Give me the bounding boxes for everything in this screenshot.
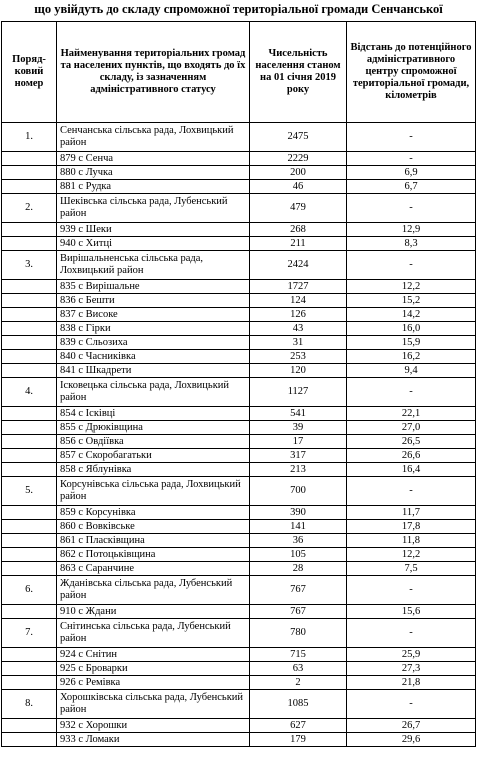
row-distance-cell: - — [347, 152, 476, 166]
row-population-cell: 39 — [250, 421, 347, 435]
row-name-cell: Ісковецька сільська рада, Лохвицький район — [57, 378, 250, 407]
row-name-cell: 858 с Яблунівка — [57, 463, 250, 477]
row-distance-cell: 16,0 — [347, 322, 476, 336]
row-name-cell: Жданівська сільська рада, Лубенський район — [57, 576, 250, 605]
row-name-cell: Корсунівська сільська рада, Лохвицький район — [57, 477, 250, 506]
row-name-cell: 939 с Шеки — [57, 223, 250, 237]
row-population-cell: 46 — [250, 180, 347, 194]
row-number-cell — [2, 407, 57, 421]
row-distance-cell: 12,9 — [347, 223, 476, 237]
row-name-cell: Хорошківська сільська рада, Лубенський район — [57, 690, 250, 719]
row-population-cell: 179 — [250, 733, 347, 747]
row-distance-cell: 15,9 — [347, 336, 476, 350]
table-row — [2, 194, 476, 223]
row-distance-cell: 21,8 — [347, 676, 476, 690]
row-distance-cell: 26,5 — [347, 435, 476, 449]
row-name-cell: 926 с Ремівка — [57, 676, 250, 690]
header-distance: Відстань до потенційного адміністративного центру спроможної територіальної громади, кілометрів — [347, 22, 476, 123]
row-number-cell — [2, 364, 57, 378]
row-number-cell — [2, 223, 57, 237]
row-distance-cell: - — [347, 576, 476, 605]
row-number-cell: 1. — [2, 123, 57, 152]
table-row — [2, 407, 476, 421]
row-population-cell: 780 — [250, 619, 347, 648]
row-distance-cell: 29,6 — [347, 733, 476, 747]
row-population-cell: 2229 — [250, 152, 347, 166]
row-population-cell: 1085 — [250, 690, 347, 719]
row-population-cell: 200 — [250, 166, 347, 180]
row-population-cell: 715 — [250, 648, 347, 662]
row-distance-cell: 7,5 — [347, 562, 476, 576]
row-population-cell: 36 — [250, 534, 347, 548]
table-row — [2, 449, 476, 463]
table-row — [2, 166, 476, 180]
row-name-cell: 841 с Шкадрети — [57, 364, 250, 378]
row-name-cell: 933 с Ломаки — [57, 733, 250, 747]
row-name-cell: 924 с Снітин — [57, 648, 250, 662]
table-row — [2, 562, 476, 576]
row-number-cell — [2, 676, 57, 690]
row-name-cell: 879 с Сенча — [57, 152, 250, 166]
row-name-cell: 862 с Потоцьківщина — [57, 548, 250, 562]
row-number-cell — [2, 421, 57, 435]
row-population-cell: 317 — [250, 449, 347, 463]
row-number-cell — [2, 520, 57, 534]
row-population-cell: 479 — [250, 194, 347, 223]
row-number-cell: 5. — [2, 477, 57, 506]
row-number-cell — [2, 548, 57, 562]
row-number-cell — [2, 280, 57, 294]
table-row — [2, 378, 476, 407]
table-row — [2, 336, 476, 350]
row-number-cell — [2, 435, 57, 449]
header-population: Чисельність населення станом на 01 січня 2019 року — [250, 22, 347, 123]
row-number-cell — [2, 449, 57, 463]
table-row — [2, 308, 476, 322]
table-row — [2, 223, 476, 237]
row-number-cell — [2, 237, 57, 251]
row-population-cell: 767 — [250, 576, 347, 605]
table-row — [2, 719, 476, 733]
row-population-cell: 213 — [250, 463, 347, 477]
table-row — [2, 152, 476, 166]
table-row — [2, 322, 476, 336]
row-number-cell — [2, 506, 57, 520]
row-distance-cell: 15,2 — [347, 294, 476, 308]
row-population-cell: 31 — [250, 336, 347, 350]
row-distance-cell: - — [347, 619, 476, 648]
row-distance-cell: - — [347, 123, 476, 152]
row-name-cell: 940 с Хитці — [57, 237, 250, 251]
row-number-cell: 2. — [2, 194, 57, 223]
row-number-cell — [2, 294, 57, 308]
row-distance-cell: 26,6 — [347, 449, 476, 463]
table-row — [2, 280, 476, 294]
row-number-cell — [2, 719, 57, 733]
row-number-cell: 8. — [2, 690, 57, 719]
table-row — [2, 548, 476, 562]
row-distance-cell: 11,8 — [347, 534, 476, 548]
row-name-cell: 854 с Ісківці — [57, 407, 250, 421]
table-row — [2, 662, 476, 676]
row-distance-cell: - — [347, 194, 476, 223]
row-number-cell — [2, 350, 57, 364]
table-row — [2, 237, 476, 251]
row-number-cell: 4. — [2, 378, 57, 407]
row-population-cell: 390 — [250, 506, 347, 520]
table-row — [2, 690, 476, 719]
table-row — [2, 435, 476, 449]
table-row — [2, 123, 476, 152]
table-row — [2, 520, 476, 534]
row-population-cell: 141 — [250, 520, 347, 534]
row-distance-cell: - — [347, 378, 476, 407]
row-distance-cell: 16,4 — [347, 463, 476, 477]
row-name-cell: 835 с Вирішальне — [57, 280, 250, 294]
table-row — [2, 506, 476, 520]
row-name-cell: 925 с Броварки — [57, 662, 250, 676]
row-name-cell: Шеківська сільська рада, Лубенський район — [57, 194, 250, 223]
row-name-cell: 860 с Вовківське — [57, 520, 250, 534]
row-name-cell: 932 с Хорошки — [57, 719, 250, 733]
table-body — [2, 123, 476, 747]
row-name-cell: 838 с Гірки — [57, 322, 250, 336]
table-row — [2, 534, 476, 548]
row-number-cell — [2, 662, 57, 676]
row-name-cell: 857 с Скоробагатьки — [57, 449, 250, 463]
row-name-cell: 855 с Дрюківщина — [57, 421, 250, 435]
row-number-cell: 6. — [2, 576, 57, 605]
row-number-cell — [2, 322, 57, 336]
row-distance-cell: 16,2 — [347, 350, 476, 364]
table-header-row — [2, 22, 476, 123]
row-population-cell: 43 — [250, 322, 347, 336]
row-population-cell: 63 — [250, 662, 347, 676]
row-distance-cell: 22,1 — [347, 407, 476, 421]
row-number-cell — [2, 152, 57, 166]
row-population-cell: 126 — [250, 308, 347, 322]
header-number: Поряд-ковий номер — [2, 22, 57, 123]
table-row — [2, 733, 476, 747]
document-title: що увійдуть до складу спроможної територіальної громади Сенчанської — [34, 2, 443, 16]
row-distance-cell: 17,8 — [347, 520, 476, 534]
row-population-cell: 2 — [250, 676, 347, 690]
row-distance-cell: 12,2 — [347, 280, 476, 294]
row-population-cell: 2424 — [250, 251, 347, 280]
row-population-cell: 28 — [250, 562, 347, 576]
row-name-cell: 840 с Часниківка — [57, 350, 250, 364]
row-population-cell: 767 — [250, 605, 347, 619]
row-distance-cell: 11,7 — [347, 506, 476, 520]
row-distance-cell: 26,7 — [347, 719, 476, 733]
row-name-cell: 837 с Високе — [57, 308, 250, 322]
row-number-cell: 7. — [2, 619, 57, 648]
table-row — [2, 421, 476, 435]
row-number-cell — [2, 733, 57, 747]
row-distance-cell: - — [347, 690, 476, 719]
row-distance-cell: 27,3 — [347, 662, 476, 676]
row-name-cell: 861 с Пласківщина — [57, 534, 250, 548]
row-number-cell — [2, 605, 57, 619]
row-distance-cell: 27,0 — [347, 421, 476, 435]
table-row — [2, 619, 476, 648]
table-row — [2, 180, 476, 194]
row-number-cell — [2, 463, 57, 477]
settlements-table — [1, 21, 476, 747]
row-number-cell — [2, 166, 57, 180]
row-distance-cell: 14,2 — [347, 308, 476, 322]
row-population-cell: 1727 — [250, 280, 347, 294]
row-distance-cell: 15,6 — [347, 605, 476, 619]
row-name-cell: 910 с Ждани — [57, 605, 250, 619]
row-population-cell: 627 — [250, 719, 347, 733]
row-population-cell: 268 — [250, 223, 347, 237]
row-distance-cell: 8,3 — [347, 237, 476, 251]
row-number-cell — [2, 534, 57, 548]
row-distance-cell: 25,9 — [347, 648, 476, 662]
row-name-cell: Снітинська сільська рада, Лубенський район — [57, 619, 250, 648]
row-distance-cell: 6,7 — [347, 180, 476, 194]
row-population-cell: 17 — [250, 435, 347, 449]
row-population-cell: 124 — [250, 294, 347, 308]
table-row — [2, 605, 476, 619]
row-name-cell: 856 с Овдіївка — [57, 435, 250, 449]
row-number-cell — [2, 308, 57, 322]
table-row — [2, 648, 476, 662]
row-distance-cell: - — [347, 251, 476, 280]
row-distance-cell: 9,4 — [347, 364, 476, 378]
row-population-cell: 700 — [250, 477, 347, 506]
table-row — [2, 576, 476, 605]
row-number-cell — [2, 336, 57, 350]
row-number-cell: 3. — [2, 251, 57, 280]
row-name-cell: 881 с Рудка — [57, 180, 250, 194]
row-population-cell: 253 — [250, 350, 347, 364]
header-name: Найменування територіальних громад та населених пунктів, що входять до їх складу, із зазначенням адміністративного статусу — [57, 22, 250, 123]
row-name-cell: 880 с Лучка — [57, 166, 250, 180]
row-name-cell: 836 с Бешти — [57, 294, 250, 308]
row-population-cell: 120 — [250, 364, 347, 378]
row-name-cell: 863 с Саранчине — [57, 562, 250, 576]
row-distance-cell: 6,9 — [347, 166, 476, 180]
row-number-cell — [2, 180, 57, 194]
row-name-cell: 859 с Корсунівка — [57, 506, 250, 520]
table-row — [2, 350, 476, 364]
row-distance-cell: - — [347, 477, 476, 506]
row-population-cell: 1127 — [250, 378, 347, 407]
row-name-cell: Сенчанська сільська рада, Лохвицький район — [57, 123, 250, 152]
row-population-cell: 211 — [250, 237, 347, 251]
row-population-cell: 541 — [250, 407, 347, 421]
table-row — [2, 364, 476, 378]
table-row — [2, 477, 476, 506]
row-number-cell — [2, 648, 57, 662]
table-row — [2, 251, 476, 280]
table-row — [2, 463, 476, 477]
row-distance-cell: 12,2 — [347, 548, 476, 562]
table-row — [2, 676, 476, 690]
table-row — [2, 294, 476, 308]
row-population-cell: 105 — [250, 548, 347, 562]
row-number-cell — [2, 562, 57, 576]
row-population-cell: 2475 — [250, 123, 347, 152]
row-name-cell: Вирішальненська сільська рада, Лохвицький район — [57, 251, 250, 280]
row-name-cell: 839 с Сльозиха — [57, 336, 250, 350]
